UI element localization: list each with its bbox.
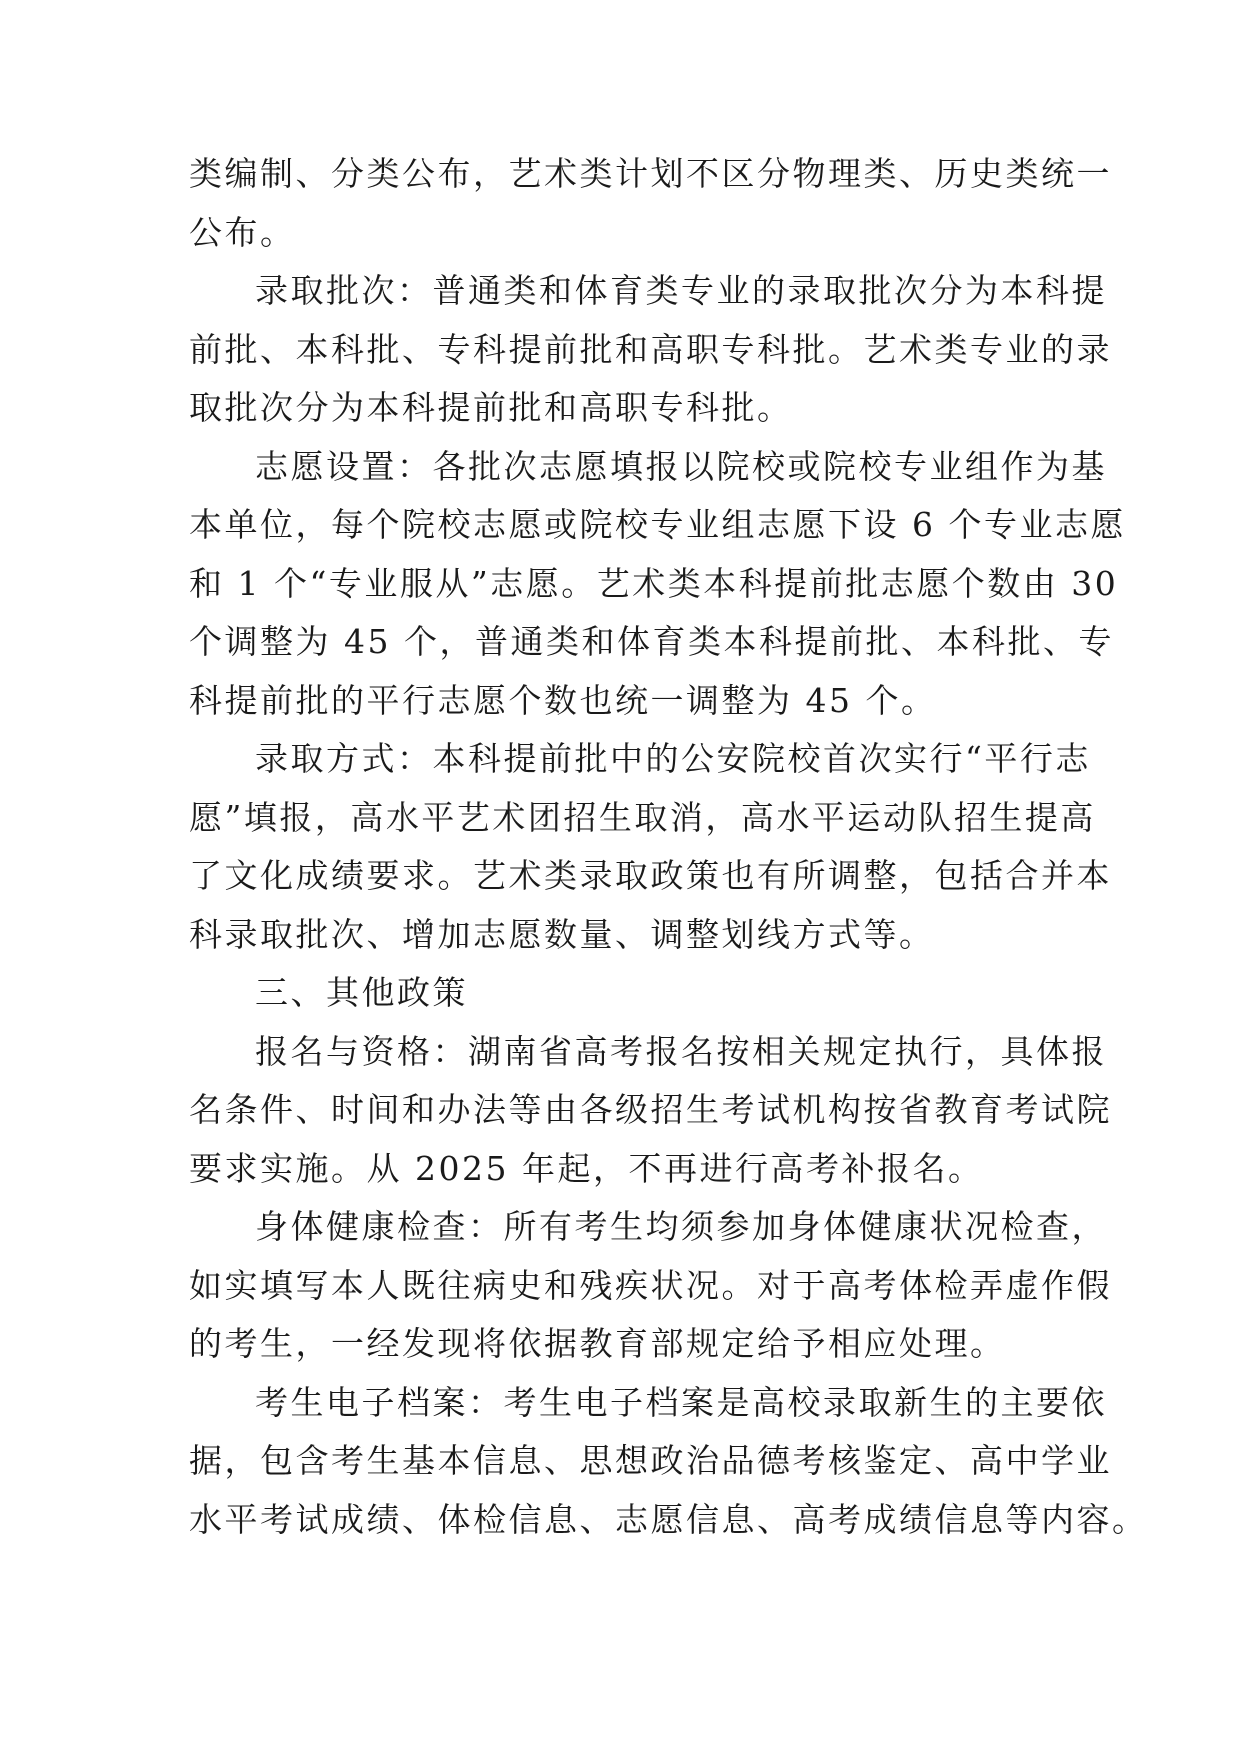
- paragraph-start-health-check: 身体健康检查：所有考生均须参加身体健康状况检查，: [255, 1207, 1107, 1246]
- paragraph-start-admission-method: 录取方式：本科提前批中的公安院校首次实行“平行志: [255, 739, 1091, 778]
- paragraph-start-registration: 报名与资格：湖南省高考报名按相关规定执行，具体报: [255, 1031, 1107, 1071]
- text-line: 愿”填报，高水平艺术团招生取消，高水平运动队招生提高: [189, 797, 1096, 837]
- text-line: 和 1 个“专业服从”志愿。艺术类本科提前批志愿个数由 30: [189, 563, 1119, 603]
- text-line: 取批次分为本科提前批和高职专科批。: [189, 388, 793, 427]
- text-line: 科录取批次、增加志愿数量、调整划线方式等。: [189, 914, 935, 954]
- text-line: 科提前批的平行志愿个数也统一调整为 45 个。: [189, 680, 937, 720]
- paragraph-start-volunteer-settings: 志愿设置：各批次志愿填报以院校或院校专业组作为基: [255, 446, 1107, 486]
- text-line: 名条件、时间和办法等由各级招生考试机构按省教育考试院: [189, 1090, 1112, 1129]
- text-line: 了文化成绩要求。艺术类录取政策也有所调整，包括合并本: [189, 856, 1112, 895]
- text-line: 个调整为 45 个，普通类和体育类本科提前批、本科批、专: [189, 622, 1114, 661]
- text-line: 如实填写本人既往病史和残疾状况。对于高考体检弄虚作假: [189, 1265, 1112, 1305]
- text-line: 本单位，每个院校志愿或院校专业组志愿下设 6 个专业志愿: [189, 505, 1126, 544]
- text-line: 据，包含考生基本信息、思想政治品德考核鉴定、高中学业: [189, 1441, 1112, 1480]
- text-line: 要求实施。从 2025 年起，不再进行高考补报名。: [189, 1148, 984, 1188]
- paragraph-start-electronic-file: 考生电子档案：考生电子档案是高校录取新生的主要依: [255, 1382, 1107, 1422]
- section-heading-other-policies: 三、其他政策: [255, 973, 468, 1012]
- text-line: 水平考试成绩、体检信息、志愿信息、高考成绩信息等内容。: [189, 1499, 1148, 1539]
- document-page: [189, 145, 1148, 1549]
- text-line: 的考生，一经发现将依据教育部规定给予相应处理。: [189, 1324, 1006, 1363]
- text-line: 类编制、分类公布，艺术类计划不区分物理类、历史类统一: [189, 154, 1112, 193]
- text-line: 公布。: [189, 212, 296, 252]
- paragraph-start-admission-batch: 录取批次：普通类和体育类专业的录取批次分为本科提: [255, 271, 1107, 310]
- text-line: 前批、本科批、专科提前批和高职专科批。艺术类专业的录: [189, 329, 1112, 369]
